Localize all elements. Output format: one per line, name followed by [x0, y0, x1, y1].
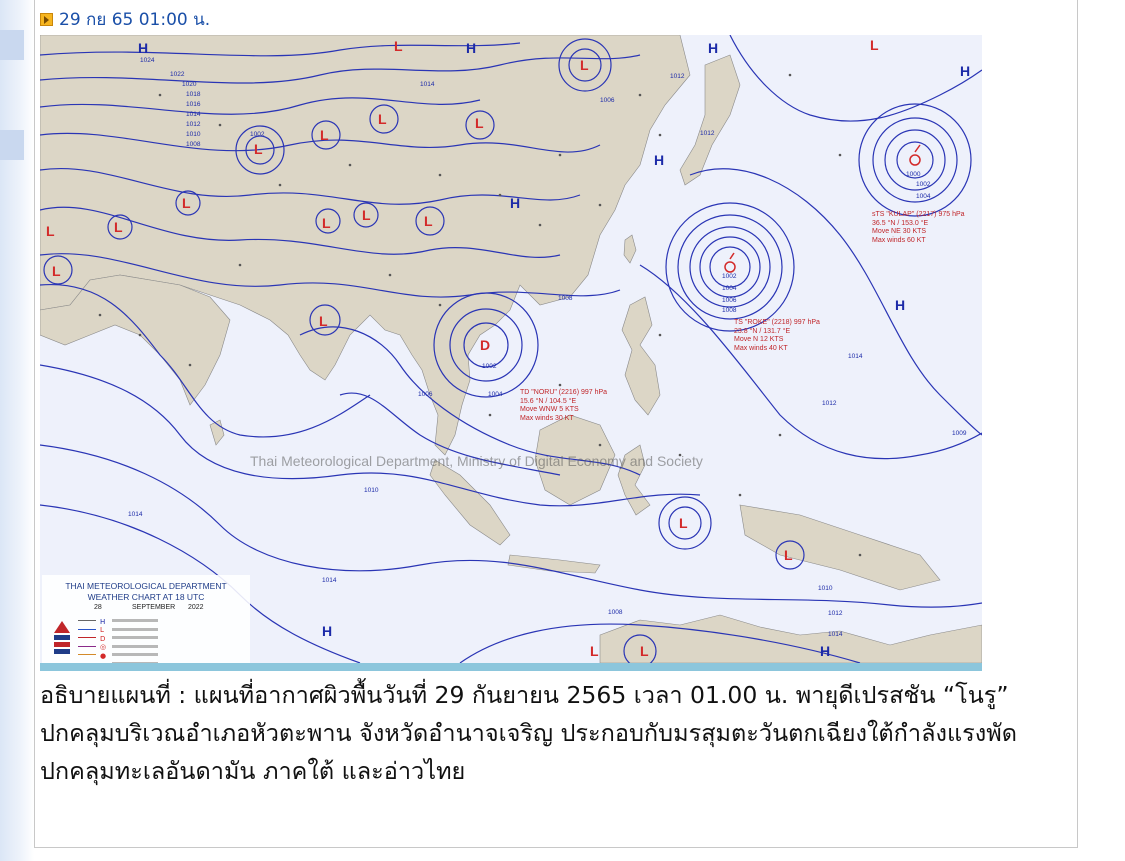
date-label[interactable]: 29 กย 65 01:00 น.	[59, 9, 211, 30]
play-arrow-icon	[40, 13, 53, 26]
high-center-label: H	[820, 643, 831, 659]
high-center-label: H	[895, 297, 906, 313]
storm-info-roke: TS "ROKE" (2218) 997 hPa 23.8 °N / 131.7 °E Move N 12 KTS Max winds 40 KT	[734, 319, 820, 352]
isobar-label: 1012	[828, 610, 843, 617]
high-center-label: H	[654, 152, 665, 168]
low-center-label: L	[424, 213, 433, 229]
low-center-label: L	[182, 195, 191, 211]
date-row[interactable]	[40, 8, 210, 30]
isobar-label: 1022	[170, 71, 185, 78]
high-center-label: H	[466, 40, 477, 56]
low-center-label: L	[475, 115, 484, 131]
low-center-label: L	[254, 141, 263, 157]
isobar-label: 1008	[608, 609, 623, 616]
low-center-label: L	[319, 313, 328, 329]
storm-info-kulap: sTS "KULAP" (2217) 975 hPa 36.5 °N / 153.0 °E Move NE 30 KTS Max winds 60 KT	[872, 211, 965, 244]
isobar-label: 1018	[186, 91, 201, 98]
isobar-label: 1004	[916, 193, 931, 200]
isobar-label: 1024	[140, 57, 155, 64]
isobar-label: 1014	[828, 631, 843, 638]
isobar-label: 1014	[420, 81, 435, 88]
low-center-label: L	[640, 643, 649, 659]
isobar-label: 1012	[186, 121, 201, 128]
low-center-label: L	[784, 547, 793, 563]
isobar-label: 1008	[558, 295, 573, 302]
left-page-strip	[0, 0, 34, 861]
isobar-label: 1002	[722, 273, 737, 280]
isobar-label: 1004	[488, 391, 503, 398]
low-center-label: L	[322, 215, 331, 231]
isobar-label: 1006	[418, 391, 433, 398]
isobar-label: 1002	[482, 363, 497, 370]
chart-legend	[42, 575, 250, 671]
legend-day: 28	[94, 604, 102, 611]
legend-title: THAI METEOROLOGICAL DEPARTMENT	[65, 581, 227, 591]
low-center-label: L	[52, 263, 61, 279]
legend-month: SEPTEMBER	[132, 604, 176, 611]
isobar-label: 1010	[818, 585, 833, 592]
chart-watermark: Thai Meteorological Department, Ministry of Digital Economy and Society	[250, 453, 703, 469]
isobar-label: 1010	[186, 131, 201, 138]
isobar-label: 1008	[186, 141, 201, 148]
left-strip-segment	[0, 30, 24, 60]
isobar-label: 1009	[952, 430, 967, 437]
high-center-label: H	[960, 63, 971, 79]
tmd-logo-icon	[50, 619, 74, 659]
right-gutter	[1078, 0, 1125, 861]
isobar-label: 1014	[128, 511, 143, 518]
low-center-label: L	[46, 223, 55, 239]
low-center-label: L	[362, 207, 371, 223]
high-center-label: H	[510, 195, 521, 211]
low-center-label: L	[114, 219, 123, 235]
isobar-label: 1016	[186, 101, 201, 108]
isobar-label: 1014	[186, 111, 201, 118]
high-center-label: H	[322, 623, 333, 639]
isobar-label: 1002	[916, 181, 931, 188]
low-center-label: L	[870, 37, 879, 53]
isobar-label: 1020	[182, 81, 197, 88]
isobar-label: 1012	[670, 73, 685, 80]
weather-chart-svg	[40, 35, 982, 663]
legend-subtitle: WEATHER CHART AT 18 UTC	[87, 592, 205, 602]
low-center-label: L	[378, 111, 387, 127]
legend-year: 2022	[188, 604, 204, 611]
low-center-label: L	[320, 127, 329, 143]
isobar-label: 1014	[322, 577, 337, 584]
depression-center-label: D	[480, 337, 491, 353]
isobar-label: 1010	[364, 487, 379, 494]
low-center-label: L	[394, 38, 403, 54]
isobar-label: 1004	[722, 285, 737, 292]
high-center-label: H	[708, 40, 719, 56]
low-center-label: L	[580, 57, 589, 73]
storm-info-noru: TD "NORU" (2216) 997 hPa 15.6 °N / 104.5 °E Move WNW 5 KTS Max winds 30 KT	[520, 389, 608, 422]
isobar-label: 1002	[250, 131, 265, 138]
weather-chart-image	[40, 35, 982, 671]
isobar-label: 1012	[822, 400, 837, 407]
left-strip-segment	[0, 130, 24, 160]
isobar-label: 1014	[848, 353, 863, 360]
isobar-label: 1006	[600, 97, 615, 104]
low-center-label: L	[679, 515, 688, 531]
isobar-label: 1006	[722, 297, 737, 304]
isobar-label: 1012	[700, 130, 715, 137]
legend-key-list: H L D ◎ ●	[78, 617, 248, 669]
low-center-label: L	[590, 643, 599, 659]
isobar-label: 1000	[906, 171, 921, 178]
isobar-label: 1008	[722, 307, 737, 314]
map-caption: อธิบายแผนที่ : แผนที่อากาศผิวพื้นวันที่ 29 กันยายน 2565 เวลา 01.00 น. พายุดีเปรสชัน “โนรู” ปกคลุมบริเวณอำเภอหัวตะพาน จังหวัดอำนาจเจริญ ประกอบกับมรสุมตะวันตกเฉียงใต้กำลังแรงพัดปกคลุมทะเลอันดามัน ภาคใต้ และอ่าวไทย	[40, 681, 1017, 785]
high-center-label: H	[138, 40, 149, 56]
